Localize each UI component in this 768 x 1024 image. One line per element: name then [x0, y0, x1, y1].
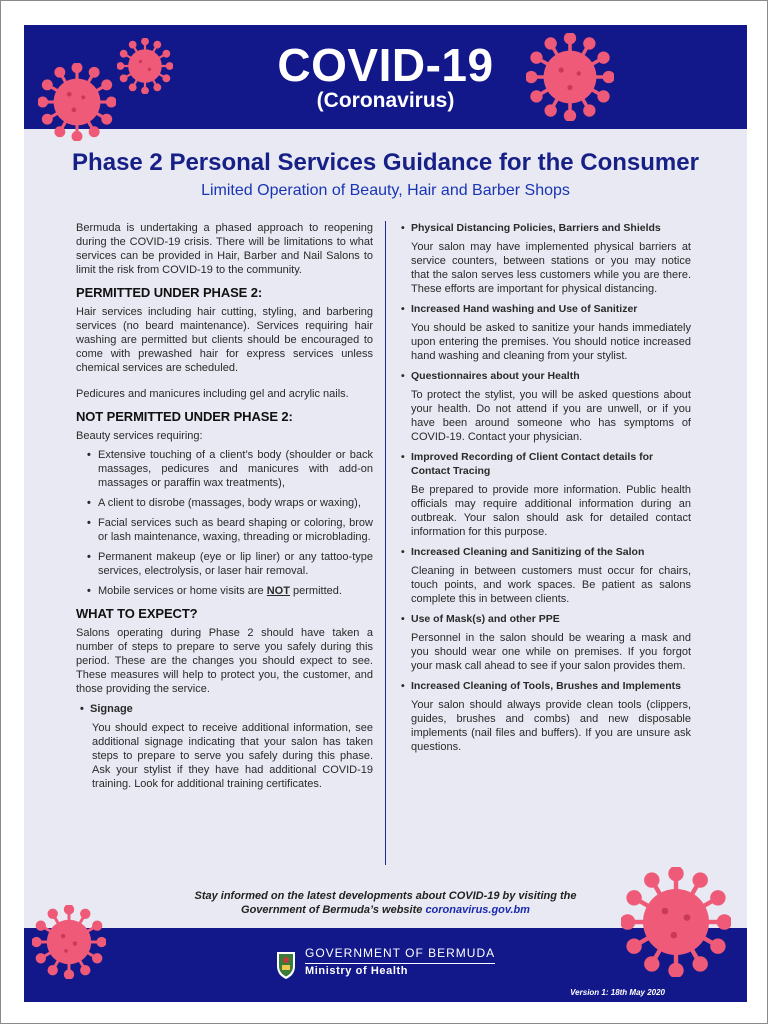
virus-spike-tip — [39, 98, 47, 106]
virus-spike-tip — [130, 85, 136, 91]
virus-spike-tip — [93, 955, 100, 962]
virus-spike-tip — [121, 76, 127, 82]
virus-spike-tip — [93, 922, 100, 929]
mobile-text-end: permitted. — [289, 585, 342, 597]
virus-spike-tip — [33, 938, 40, 945]
signage-paragraph: You should expect to receive additional information, see additional signage indicating that your salon has taken steps to prepare to serve you safely during this phase. Ask your stylist if they have had additional COVID-19 training. Look for additional training certificates. — [92, 722, 373, 790]
virus-spike-tip — [629, 941, 640, 952]
virus-spike-tip — [546, 39, 555, 48]
virus-spike-tip — [566, 111, 575, 120]
virus-spike-tip — [532, 53, 541, 62]
right-column — [401, 221, 691, 760]
virus-spike-tip — [629, 892, 640, 903]
intro-paragraph: Bermuda is undertaking a phased approach to reopening during the COVID-19 crisis. There will be limitations to what services can be provided in Hair, Barber and Nail Salons to limit the risk from COVID-19 to the community. — [76, 222, 373, 276]
virus-spike-tip — [121, 51, 127, 57]
virus-spike-tip — [142, 88, 148, 94]
virus-spike-tip — [43, 115, 51, 123]
bermuda-crest-icon — [275, 948, 297, 980]
header-title: COVID-19 — [277, 39, 494, 91]
list-item: • Permanent makeup (eye or lip liner) or any tattoo-type services, electrolysis, or laser hair removal. — [87, 550, 373, 578]
virus-spike-tip — [719, 917, 730, 928]
stay-line-1: Stay informed on the latest developments about COVID-19 by visiting the — [194, 890, 577, 902]
virus-spike-tip — [73, 64, 81, 72]
poster — [24, 25, 747, 1002]
column-divider — [385, 221, 386, 865]
not-permitted-list — [87, 448, 373, 598]
item-body: To protect the stylist, you will be asked questions about your health. Do not attend if you are unwell, or if you have been around someone who has symptoms of COVID-19. Contact your physician. — [411, 389, 691, 443]
virus-spike-tip — [90, 68, 98, 76]
virus-spike-tip — [82, 966, 89, 973]
virus-spike-tip — [527, 73, 536, 82]
website-link[interactable]: coronavirus.gov.bm — [425, 904, 530, 916]
virus-spike-tip — [49, 910, 56, 917]
left-column — [76, 221, 373, 791]
virus-spike-tip — [37, 955, 44, 962]
virus-spike-tip — [155, 42, 161, 48]
page-title: Phase 2 Personal Services Guidance for the Consumer — [72, 149, 699, 176]
virus-spike-tip — [155, 85, 161, 91]
mobile-text: Mobile services or home visits are — [98, 585, 267, 597]
header-subtitle: (Coronavirus) — [316, 89, 455, 112]
virus-spike-tip — [98, 938, 105, 945]
item-body: You should be asked to sanitize your hands immediately upon entering the premises. You should notice increased hand washing and cleaning from your stylist. — [411, 322, 691, 362]
coronavirus-icon — [526, 33, 614, 121]
list-item — [401, 369, 691, 444]
version-label: Version 1: 18th May 2020 — [570, 988, 665, 997]
ministry-name: Ministry of Health — [305, 965, 409, 977]
virus-spike-tip — [566, 34, 575, 43]
list-item — [401, 302, 691, 363]
list-item — [401, 679, 691, 754]
list-item: • Facial services such as beard shaping or coloring, brow or lash maintenance, waxing, threading or microblading. — [87, 516, 373, 544]
virus-spike-tip — [671, 965, 682, 976]
coronavirus-icon — [621, 867, 731, 977]
virus-spike-tip — [646, 958, 657, 969]
item-heading: • Improved Recording of Client Contact details for Contact Tracing — [401, 450, 691, 478]
what-to-expect-heading: WHAT TO EXPECT? — [76, 606, 198, 621]
virus-spike-tip — [599, 53, 608, 62]
virus-spike-tip — [671, 868, 682, 879]
virus-spike-tip — [695, 958, 706, 969]
virus-spike-tip — [130, 42, 136, 48]
permitted-paragraph: Hair services including hair cutting, styling, and barbering services (no beard maintenance). Services requiring hair washing are permitted but clients should be encouraged to come with prewashed hair for express services unless chemical services are scheduled. — [76, 306, 373, 374]
item-body: Be prepared to provide more information. Public health officials may require additional information during an outbreak. Your salon should ask for detailed contact information for this purpose. — [411, 484, 691, 538]
not-permitted-heading: NOT PERMITTED UNDER PHASE 2: — [76, 409, 293, 424]
coronavirus-icon — [38, 63, 116, 141]
virus-spike-tip — [599, 92, 608, 101]
item-heading: • Increased Cleaning and Sanitizing of the Salon — [401, 545, 691, 559]
virus-spike-tip — [622, 917, 633, 928]
virus-spike-tip — [65, 971, 72, 978]
virus-spike-tip — [65, 906, 72, 913]
virus-spike-tip — [712, 941, 723, 952]
item-heading: • Increased Hand washing and Use of Sanitizer — [401, 302, 691, 316]
virus-spike-tip — [49, 966, 56, 973]
virus-spike-tip — [164, 76, 170, 82]
list-item — [401, 545, 691, 606]
virus-spike-tip — [103, 81, 111, 89]
signage-heading: • Signage — [80, 702, 373, 716]
virus-spike-tip — [164, 51, 170, 57]
virus-spike-tip — [546, 106, 555, 115]
virus-spike-tip — [167, 63, 173, 69]
list-item — [87, 584, 373, 598]
item-body: Your salon should always provide clean tools (clippers, guides, brushes and combs) and new disposable implements (nail files and buffers). If you are unsure ask questions. — [411, 699, 691, 753]
item-body: Cleaning in between customers must occur for chairs, touch points, and work spaces. Be patient as salons complete this in between clients. — [411, 565, 691, 605]
virus-spike-tip — [585, 39, 594, 48]
item-body: Your salon may have implemented physical barriers at service counters, between stations or you may notice that the salon serves less customers while you are there. These efforts are important for physical distancing. — [411, 241, 691, 295]
virus-spike-tip — [56, 68, 64, 76]
list-item: • A client to disrobe (massages, body wraps or waxing), — [87, 496, 373, 510]
logo-rule — [305, 963, 495, 964]
expect-paragraph: Salons operating during Phase 2 should have taken a number of steps to prepare to serve you safely during this period. These are the changes you should expect to see. These measures will help to protect you, the customer, and those providing the service. — [76, 627, 373, 695]
virus-spike-tip — [103, 115, 111, 123]
virus-spike-tip — [73, 132, 81, 140]
virus-spike-tip — [532, 92, 541, 101]
government-name: GOVERNMENT OF BERMUDA — [305, 946, 496, 960]
list-item: • Extensive touching of a client’s body (shoulder or back massages, pedicures and manicures with add-on massages or paraffin wax treatments), — [87, 448, 373, 490]
virus-spike-tip — [695, 875, 706, 886]
virus-spike-tip — [56, 128, 64, 136]
permitted-nails-paragraph: Pedicures and manicures including gel and acrylic nails. — [76, 388, 349, 400]
virus-spike-tip — [646, 875, 657, 886]
coronavirus-icon — [117, 38, 173, 94]
virus-spike-tip — [82, 910, 89, 917]
list-item — [401, 450, 691, 539]
item-body: Personnel in the salon should be wearing a mask and you should wear one while on premises. If you forgot your mask call ahead to see if your salon provides them. — [411, 632, 691, 672]
virus-spike-tip — [43, 81, 51, 89]
government-logo — [275, 946, 505, 986]
not-emphasis: NOT — [266, 585, 290, 597]
virus-spike-tip — [712, 892, 723, 903]
item-heading: • Questionnaires about your Health — [401, 369, 691, 383]
item-heading: • Physical Distancing Policies, Barriers and Shields — [401, 221, 691, 235]
item-heading: • Increased Cleaning of Tools, Brushes and Implements — [401, 679, 691, 693]
virus-spike-tip — [118, 63, 124, 69]
virus-spike-tip — [604, 73, 613, 82]
coronavirus-icon — [32, 905, 106, 979]
virus-spike-tip — [90, 128, 98, 136]
stay-text: Government of Bermuda’s website — [241, 904, 426, 916]
virus-spike-tip — [142, 39, 148, 45]
virus-spike-tip — [585, 106, 594, 115]
list-item — [401, 612, 691, 673]
list-item — [401, 221, 691, 296]
beauty-intro: Beauty services requiring: — [76, 430, 203, 442]
virus-spike-tip — [37, 922, 44, 929]
virus-spike-tip — [107, 98, 115, 106]
permitted-heading: PERMITTED UNDER PHASE 2: — [76, 285, 263, 300]
page-subtitle: Limited Operation of Beauty, Hair and Barber Shops — [201, 182, 570, 199]
item-heading: • Use of Mask(s) and other PPE — [401, 612, 691, 626]
